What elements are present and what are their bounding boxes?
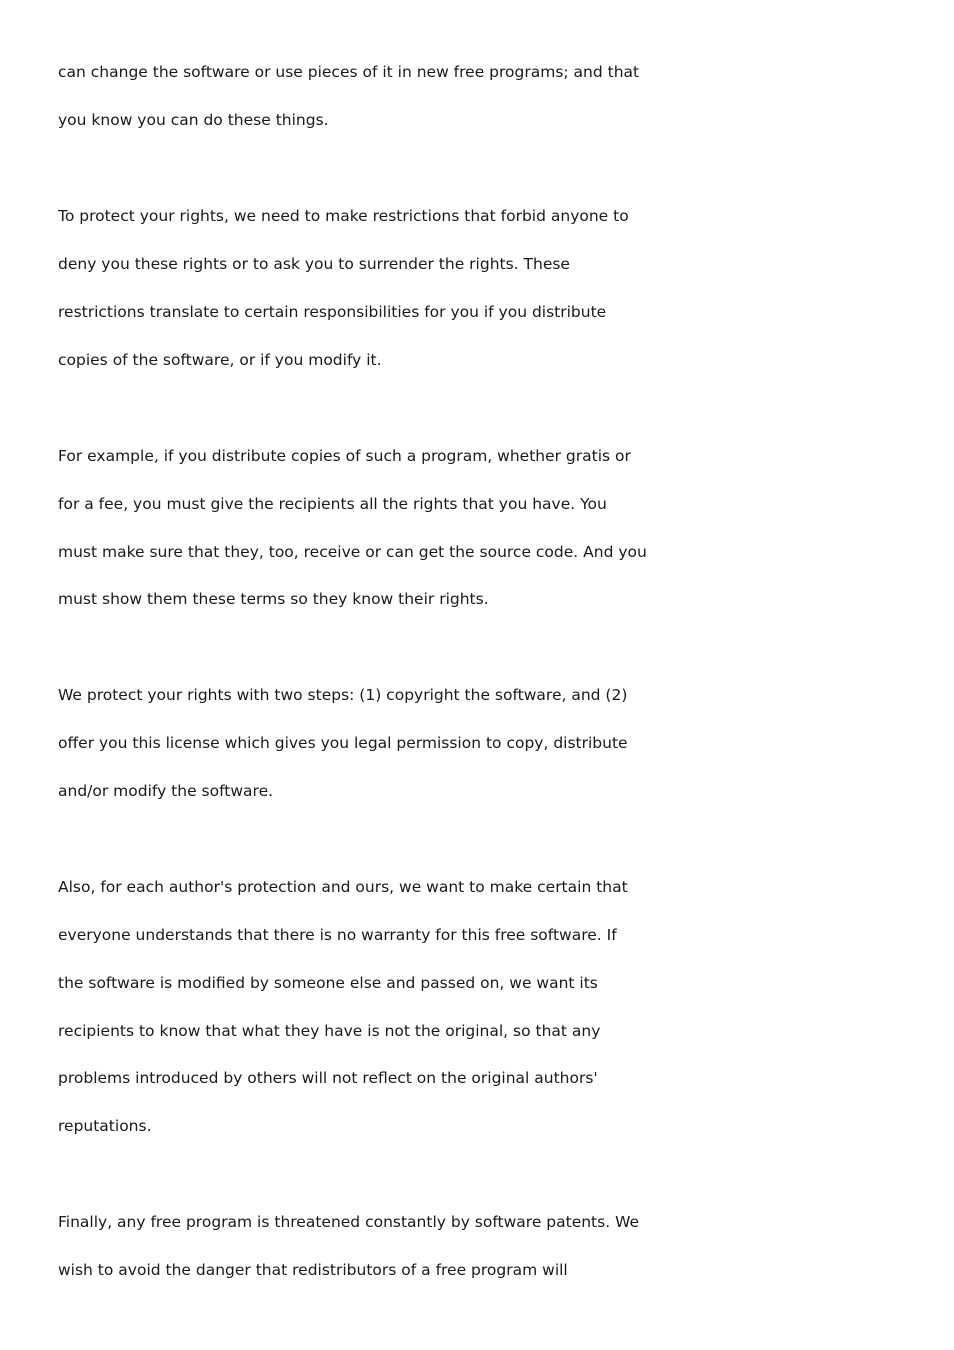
text-line: can change the software or use pieces of it in new free programs; and that <box>58 63 640 81</box>
text-line: must show them these terms so they know their rights. <box>58 590 489 608</box>
text-line: reputations. <box>58 1117 152 1135</box>
text-line: and/or modify the software. <box>58 782 274 800</box>
text-line: copies of the software, or if you modify it. <box>58 351 382 369</box>
text-line: wish to avoid the danger that redistributors of a free program will <box>58 1261 568 1279</box>
text-line: We protect your rights with two steps: (1) copyright the software, and (2) <box>58 686 628 704</box>
text-line: Also, for each author's protection and ours, we want to make certain that <box>58 878 628 896</box>
text-line: restrictions translate to certain responsibilities for you if you distribute <box>58 303 607 321</box>
text-line: you know you can do these things. <box>58 111 329 129</box>
text-line: must make sure that they, too, receive or can get the source code. And you <box>58 543 647 561</box>
text-line: offer you this license which gives you legal permission to copy, distribute <box>58 734 628 752</box>
text-line: problems introduced by others will not reflect on the original authors' <box>58 1069 598 1087</box>
text-line: everyone understands that there is no warranty for this free software. If <box>58 926 617 944</box>
text-line: To protect your rights, we need to make restrictions that forbid anyone to <box>58 207 629 225</box>
text-line: deny you these rights or to ask you to surrender the rights. These <box>58 255 570 273</box>
text-line: For example, if you distribute copies of such a program, whether gratis or <box>58 447 631 465</box>
text-line: recipients to know that what they have is not the original, so that any <box>58 1022 601 1040</box>
text-line: the software is modified by someone else and passed on, we want its <box>58 974 598 992</box>
text-line: Finally, any free program is threatened constantly by software patents. We <box>58 1213 640 1231</box>
text-line: for a fee, you must give the recipients all the rights that you have. You <box>58 495 607 513</box>
